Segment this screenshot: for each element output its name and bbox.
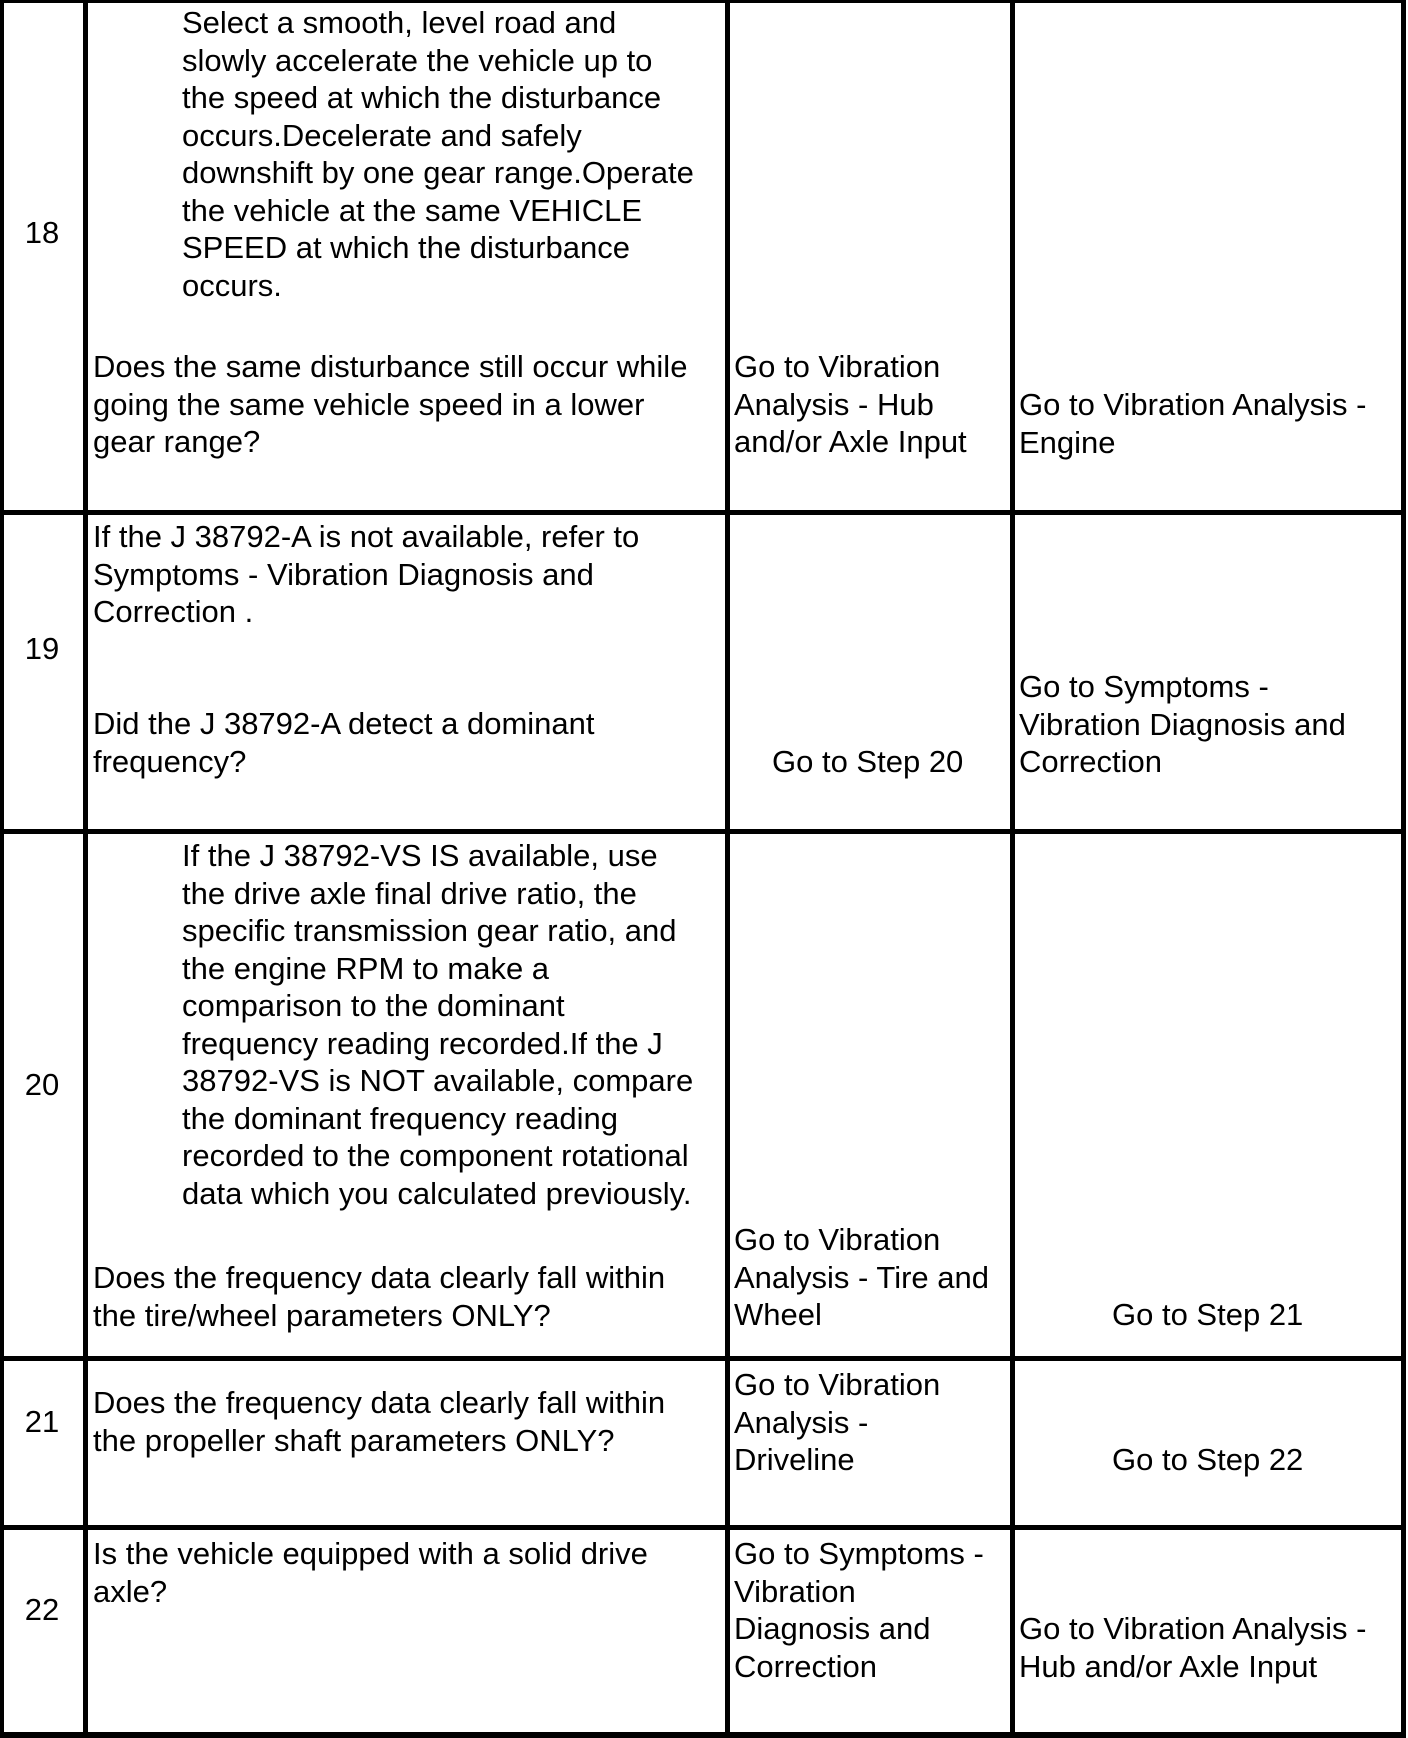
table-border-top (0, 0, 1406, 3)
step-number: 20 (24, 1067, 60, 1102)
action-text: If the J 38792-A is not available, refer to Symptoms - Vibration Diagnosis and Correction . (93, 519, 640, 629)
action-text: If the J 38792-VS IS available, use the drive axle final drive ratio, the specific transmission gear ratio, and the engine RPM to make a comparison to the dominant frequency reading recorded.If the J 38792-VS is NOT available, compare the dominant frequency reading recorded to the component rotational data which you calculated previously. (182, 838, 694, 1211)
step-number: 19 (24, 631, 60, 666)
yes-result: Go to Vibration Analysis - Driveline (734, 1367, 941, 1477)
question-text: Does the frequency data clearly fall within the propeller shaft parameters ONLY? (93, 1385, 666, 1458)
column-divider-step (83, 0, 88, 1738)
question-text: Is the vehicle equipped with a solid drive axle? (93, 1536, 648, 1609)
question-text: Does the frequency data clearly fall within the tire/wheel parameters ONLY? (93, 1260, 666, 1333)
step-number: 18 (24, 215, 60, 250)
row-divider (0, 510, 1406, 515)
row-divider (0, 829, 1406, 834)
question-text: Did the J 38792-A detect a dominant frequency? (93, 706, 595, 779)
column-divider-action (725, 0, 730, 1738)
yes-result: Go to Symptoms - Vibration Diagnosis and Correction (734, 1536, 984, 1684)
step-number: 22 (24, 1592, 60, 1627)
step-number: 21 (24, 1404, 60, 1439)
table-border-bottom (0, 1732, 1406, 1738)
row-divider (0, 1525, 1406, 1530)
no-result: Go to Symptoms - Vibration Diagnosis and Correction (1019, 669, 1346, 779)
action-text: Select a smooth, level road and slowly accelerate the vehicle up to the speed at which the disturbance occurs.Decelerate and safely downshift by one gear range.Operate the vehicle at the same VEHICLE SPEED at which the disturbance occurs. (182, 5, 694, 303)
yes-result: Go to Step 20 (772, 744, 964, 779)
table-border-left (0, 0, 4, 1738)
row-divider (0, 1356, 1406, 1361)
table-border-right (1401, 0, 1406, 1738)
no-result: Go to Vibration Analysis - Engine (1019, 387, 1367, 460)
no-result: Go to Step 21 (1112, 1297, 1304, 1332)
no-result: Go to Step 22 (1112, 1442, 1304, 1477)
yes-result: Go to Vibration Analysis - Hub and/or Axle Input (734, 349, 967, 459)
column-divider-yes (1010, 0, 1015, 1738)
question-text: Does the same disturbance still occur while going the same vehicle speed in a lower gear range? (93, 349, 688, 459)
yes-result: Go to Vibration Analysis - Tire and Wheel (734, 1222, 989, 1332)
no-result: Go to Vibration Analysis - Hub and/or Axle Input (1019, 1611, 1367, 1684)
